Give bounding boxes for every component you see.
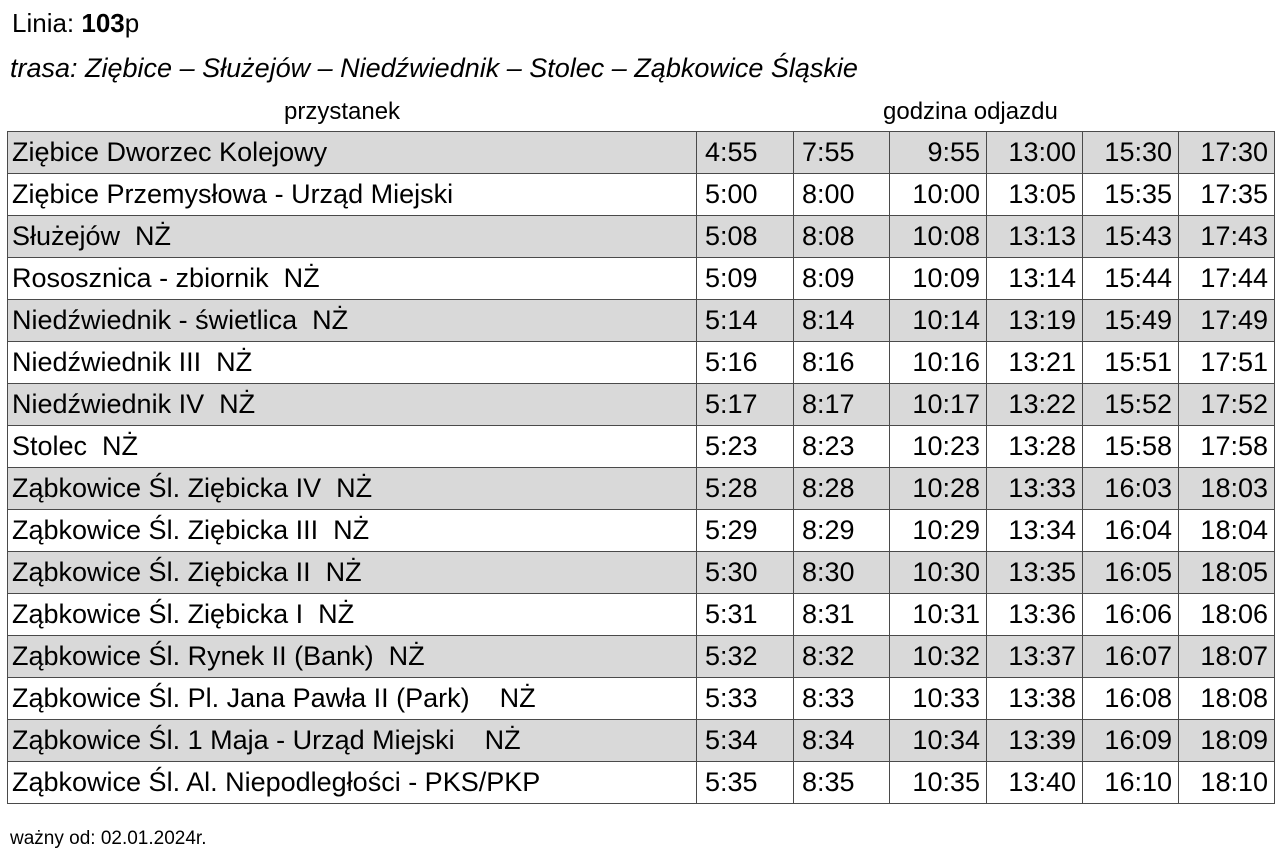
departure-time-cell: 16:09 xyxy=(1083,720,1179,762)
line-suffix: p xyxy=(124,8,140,38)
departure-time-cell: 10:09 xyxy=(890,258,987,300)
departure-time-cell: 16:03 xyxy=(1083,468,1179,510)
departure-time-cell: 5:31 xyxy=(697,594,794,636)
departure-time-cell: 5:33 xyxy=(697,678,794,720)
departure-time-cell: 16:04 xyxy=(1083,510,1179,552)
timetable-row xyxy=(8,468,1275,510)
departure-time-cell: 5:16 xyxy=(697,342,794,384)
departure-time-cell: 5:34 xyxy=(697,720,794,762)
departure-time-cell: 17:35 xyxy=(1179,174,1275,216)
departure-time-cell: 8:17 xyxy=(794,384,890,426)
departure-time-cell: 9:55 xyxy=(890,132,987,174)
departure-time-cell: 13:19 xyxy=(987,300,1083,342)
timetable-row xyxy=(8,426,1275,468)
timetable-row xyxy=(8,678,1275,720)
departure-time-cell: 15:58 xyxy=(1083,426,1179,468)
line-title xyxy=(12,6,139,40)
stop-name-cell: Ząbkowice Śl. Ziębicka III NŻ xyxy=(8,510,697,552)
departure-time-cell: 15:52 xyxy=(1083,384,1179,426)
departure-time-cell: 13:21 xyxy=(987,342,1083,384)
departure-time-cell: 17:49 xyxy=(1179,300,1275,342)
departure-time-cell: 5:28 xyxy=(697,468,794,510)
departure-time-cell: 13:35 xyxy=(987,552,1083,594)
departure-time-cell: 8:29 xyxy=(794,510,890,552)
departure-time-cell: 10:29 xyxy=(890,510,987,552)
departure-time-cell: 10:34 xyxy=(890,720,987,762)
timetable-row xyxy=(8,300,1275,342)
timetable-row xyxy=(8,132,1275,174)
departure-time-cell: 8:31 xyxy=(794,594,890,636)
departure-time-cell: 8:30 xyxy=(794,552,890,594)
departure-time-cell: 8:28 xyxy=(794,468,890,510)
departure-time-cell: 10:30 xyxy=(890,552,987,594)
departure-time-cell: 8:16 xyxy=(794,342,890,384)
departure-time-cell: 13:33 xyxy=(987,468,1083,510)
departure-time-cell: 15:44 xyxy=(1083,258,1179,300)
departure-time-cell: 17:43 xyxy=(1179,216,1275,258)
departure-time-cell: 13:00 xyxy=(987,132,1083,174)
departure-time-cell: 10:17 xyxy=(890,384,987,426)
timetable xyxy=(7,131,1275,804)
valid-from-note: ważny od: 02.01.2024r. xyxy=(10,828,207,849)
departure-time-cell: 8:09 xyxy=(794,258,890,300)
departure-time-cell: 13:38 xyxy=(987,678,1083,720)
departure-time-cell: 18:07 xyxy=(1179,636,1275,678)
departure-time-cell: 5:29 xyxy=(697,510,794,552)
departure-time-cell: 13:34 xyxy=(987,510,1083,552)
stop-name-cell: Rososznica - zbiornik NŻ xyxy=(8,258,697,300)
departure-time-cell: 15:35 xyxy=(1083,174,1179,216)
departure-time-cell: 13:13 xyxy=(987,216,1083,258)
timetable-row xyxy=(8,384,1275,426)
departure-time-cell: 18:04 xyxy=(1179,510,1275,552)
departure-time-cell: 15:51 xyxy=(1083,342,1179,384)
departure-time-cell: 16:07 xyxy=(1083,636,1179,678)
departure-time-cell: 18:03 xyxy=(1179,468,1275,510)
stop-name-cell: Niedźwiednik III NŻ xyxy=(8,342,697,384)
departure-time-cell: 18:06 xyxy=(1179,594,1275,636)
stop-name-cell: Niedźwiednik IV NŻ xyxy=(8,384,697,426)
timetable-row xyxy=(8,636,1275,678)
departure-time-cell: 10:35 xyxy=(890,762,987,804)
departure-time-cell: 8:35 xyxy=(794,762,890,804)
stop-name-cell: Niedźwiednik - świetlica NŻ xyxy=(8,300,697,342)
departure-time-cell: 15:49 xyxy=(1083,300,1179,342)
timetable-row xyxy=(8,258,1275,300)
departure-time-cell: 5:14 xyxy=(697,300,794,342)
departure-time-cell: 5:35 xyxy=(697,762,794,804)
stop-name-cell: Ząbkowice Śl. Ziębicka I NŻ xyxy=(8,594,697,636)
departure-time-cell: 8:23 xyxy=(794,426,890,468)
departure-time-cell: 13:22 xyxy=(987,384,1083,426)
departure-time-cell: 5:23 xyxy=(697,426,794,468)
route-description: trasa: Ziębice – Służejów – Niedźwiednik – Stolec – Ząbkowice Śląskie xyxy=(10,53,858,83)
departure-time-cell: 16:06 xyxy=(1083,594,1179,636)
stop-name-cell: Ząbkowice Śl. Al. Niepodległości - PKS/PKP xyxy=(8,762,697,804)
departure-time-cell: 17:58 xyxy=(1179,426,1275,468)
departure-time-cell: 10:16 xyxy=(890,342,987,384)
departure-time-cell: 5:17 xyxy=(697,384,794,426)
departure-time-cell: 15:30 xyxy=(1083,132,1179,174)
departure-time-cell: 8:14 xyxy=(794,300,890,342)
departure-time-cell: 16:10 xyxy=(1083,762,1179,804)
departure-time-cell: 5:32 xyxy=(697,636,794,678)
departure-time-cell: 5:00 xyxy=(697,174,794,216)
departure-time-cell: 13:37 xyxy=(987,636,1083,678)
timetable-row xyxy=(8,342,1275,384)
departure-time-cell: 18:10 xyxy=(1179,762,1275,804)
column-header-departure: godzina odjazdu xyxy=(883,98,1058,125)
departure-time-cell: 17:44 xyxy=(1179,258,1275,300)
departure-time-cell: 8:00 xyxy=(794,174,890,216)
departure-time-cell: 17:30 xyxy=(1179,132,1275,174)
timetable-row xyxy=(8,216,1275,258)
departure-time-cell: 10:33 xyxy=(890,678,987,720)
departure-time-cell: 10:08 xyxy=(890,216,987,258)
stop-name-cell: Ziębice Przemysłowa - Urząd Miejski xyxy=(8,174,697,216)
line-number: 103 xyxy=(81,8,125,38)
departure-time-cell: 16:05 xyxy=(1083,552,1179,594)
departure-time-cell: 10:23 xyxy=(890,426,987,468)
departure-time-cell: 5:09 xyxy=(697,258,794,300)
stop-name-cell: Ząbkowice Śl. Ziębicka IV NŻ xyxy=(8,468,697,510)
timetable-row xyxy=(8,510,1275,552)
stop-name-cell: Ząbkowice Śl. Ziębicka II NŻ xyxy=(8,552,697,594)
departure-time-cell: 13:28 xyxy=(987,426,1083,468)
departure-time-cell: 8:33 xyxy=(794,678,890,720)
stop-name-cell: Ząbkowice Śl. 1 Maja - Urząd Miejski NŻ xyxy=(8,720,697,762)
departure-time-cell: 4:55 xyxy=(697,132,794,174)
departure-time-cell: 10:31 xyxy=(890,594,987,636)
departure-time-cell: 18:09 xyxy=(1179,720,1275,762)
departure-time-cell: 13:14 xyxy=(987,258,1083,300)
departure-time-cell: 13:39 xyxy=(987,720,1083,762)
departure-time-cell: 10:32 xyxy=(890,636,987,678)
timetable-row xyxy=(8,720,1275,762)
timetable-row xyxy=(8,762,1275,804)
column-header-stop: przystanek xyxy=(284,98,401,125)
line-label: Linia: xyxy=(12,8,82,38)
departure-time-cell: 17:52 xyxy=(1179,384,1275,426)
timetable-row xyxy=(8,174,1275,216)
departure-time-cell: 15:43 xyxy=(1083,216,1179,258)
departure-time-cell: 7:55 xyxy=(794,132,890,174)
stop-name-cell: Ząbkowice Śl. Rynek II (Bank) NŻ xyxy=(8,636,697,678)
stop-name-cell: Służejów NŻ xyxy=(8,216,697,258)
departure-time-cell: 5:08 xyxy=(697,216,794,258)
timetable-row xyxy=(8,594,1275,636)
departure-time-cell: 8:34 xyxy=(794,720,890,762)
departure-time-cell: 8:32 xyxy=(794,636,890,678)
departure-time-cell: 18:05 xyxy=(1179,552,1275,594)
timetable-body xyxy=(8,132,1275,804)
departure-time-cell: 13:40 xyxy=(987,762,1083,804)
timetable-row xyxy=(8,552,1275,594)
departure-time-cell: 13:05 xyxy=(987,174,1083,216)
departure-time-cell: 5:30 xyxy=(697,552,794,594)
departure-time-cell: 8:08 xyxy=(794,216,890,258)
departure-time-cell: 17:51 xyxy=(1179,342,1275,384)
departure-time-cell: 18:08 xyxy=(1179,678,1275,720)
departure-time-cell: 10:00 xyxy=(890,174,987,216)
departure-time-cell: 10:14 xyxy=(890,300,987,342)
departure-time-cell: 16:08 xyxy=(1083,678,1179,720)
departure-time-cell: 10:28 xyxy=(890,468,987,510)
departure-time-cell: 13:36 xyxy=(987,594,1083,636)
stop-name-cell: Stolec NŻ xyxy=(8,426,697,468)
stop-name-cell: Ząbkowice Śl. Pl. Jana Pawła II (Park) NŻ xyxy=(8,678,697,720)
stop-name-cell: Ziębice Dworzec Kolejowy xyxy=(8,132,697,174)
